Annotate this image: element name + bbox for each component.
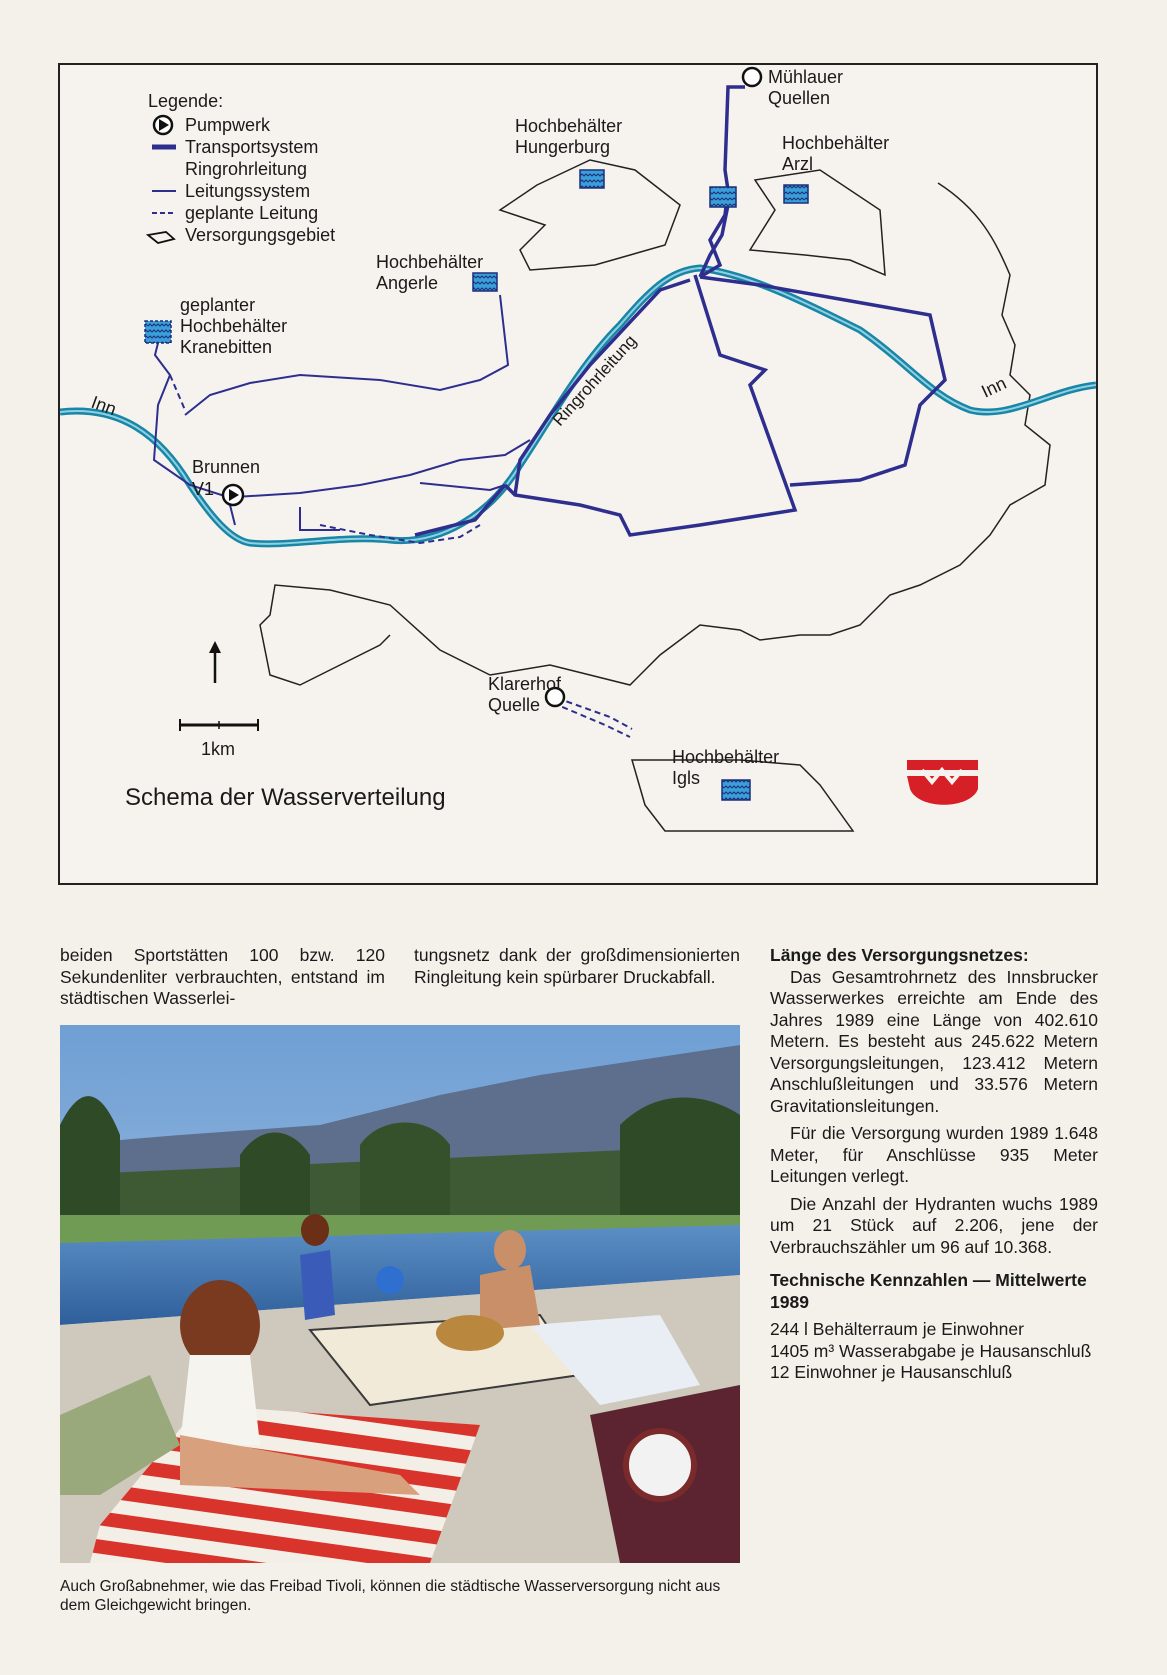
label-kranebitten-2: Hochbehälter — [180, 316, 288, 336]
label-inn-right: Inn — [978, 372, 1010, 402]
map-title: Schema der Wasserverteilung — [125, 784, 446, 811]
text-column-2 — [414, 945, 740, 988]
legend-area-icon — [148, 232, 174, 243]
label-quelle: Quelle — [488, 695, 541, 715]
label-arzl-2: Arzl — [782, 154, 813, 174]
label-ringrohrleitung: Ringrohrleitung — [548, 331, 641, 430]
legend-ringrohrleitung: Ringrohrleitung — [185, 159, 308, 179]
label-hungerburg-2: Hungerburg — [515, 137, 611, 157]
pump-brunnen-icon — [223, 485, 243, 505]
legend-title: Legende: — [148, 91, 224, 111]
label-arzl-1: Hochbehälter — [782, 133, 890, 153]
label-quellen: Quellen — [768, 88, 831, 108]
water-distribution-map — [58, 63, 1098, 885]
spring-muehlau-icon — [743, 68, 761, 86]
label-angerle-1: Hochbehälter — [376, 252, 484, 272]
kennzahl-behaelterraum: 244 l Behälterraum je Einwohner — [770, 1319, 1024, 1339]
reservoir-hungerburg-icon — [580, 170, 604, 188]
body-text-col2: tungsnetz dank der großdimensionierten Ringleitung kein spürbarer Druckabfall. — [414, 945, 740, 987]
label-angerle-2: Angerle — [376, 273, 439, 293]
pipe-network — [415, 87, 945, 535]
map-legend — [148, 91, 335, 245]
label-v1: V1 — [192, 479, 215, 499]
paragraph-gesamtrohrnetz: Das Gesamtrohrnetz des Innsbrucker Wasserwerkes erreichte am Ende des Jahres 1989 eine Länge von 402.610 Metern. Es besteht aus 245.622 Metern Versorgungsleitungen, 123.412 Metern Anschlußleitungen und 33.576 Metern Gravitationsleitungen. — [770, 966, 1098, 1116]
reservoir-muehlau-icon — [710, 187, 736, 207]
text-column-3 — [770, 945, 1098, 1384]
kennzahl-wasserabgabe: 1405 m³ Wasserabgabe je Hausanschluß — [770, 1340, 1092, 1361]
scale-label: 1km — [201, 739, 236, 759]
heading-versorgungsnetz: Länge des Versorgungsnetzes: — [770, 945, 1029, 965]
label-kranebitten-1: geplanter — [180, 295, 256, 315]
legend-transportsystem: Transportsystem — [185, 137, 319, 157]
north-arrow-icon — [209, 641, 221, 683]
photo-caption: Auch Großabnehmer, wie das Freibad Tivoli, können die städtische Wasserversorgung nicht aus dem Gleichgewicht bringen. — [60, 1578, 721, 1614]
reservoir-igls-icon — [722, 780, 750, 800]
label-muehlauer: Mühlauer — [768, 67, 844, 87]
label-kranebitten-3: Kranebitten — [180, 337, 273, 357]
heading-kennzahlen: Technische Kennzahlen — Mittelwerte 1989 — [770, 1270, 1087, 1312]
reservoir-kranebitten-icon — [145, 321, 171, 343]
body-text-col1: beiden Sportstätten 100 bzw. 120 Sekundenliter verbrauchten, entstand im städtischen Wasserlei- — [60, 945, 385, 1008]
scale-bar — [180, 719, 258, 731]
label-klarerhof: Klarerhof — [488, 674, 562, 694]
kennzahl-einwohner: 12 Einwohner je Hausanschluß — [770, 1362, 1013, 1382]
legend-pumpwerk: Pumpwerk — [185, 115, 271, 135]
label-igls-2: Igls — [672, 768, 701, 788]
legend-leitungssystem: Leitungssystem — [185, 181, 311, 201]
label-hungerburg-1: Hochbehälter — [515, 116, 623, 136]
legend-versorgungsgebiet: Versorgungsgebiet — [185, 225, 336, 245]
paragraph-hydranten: Die Anzahl der Hydranten wuchs 1989 um 21 Stück auf 2.206, jene der Verbrauchszähler um 96 auf 10.368. — [770, 1193, 1098, 1257]
legend-geplante-leitung: geplante Leitung — [185, 203, 319, 223]
label-brunnen: Brunnen — [192, 457, 261, 477]
label-inn-left: Inn — [88, 391, 119, 420]
photo-freibad-tivoli — [60, 1025, 740, 1563]
label-igls-1: Hochbehälter — [672, 747, 780, 767]
city-emblem-logo — [907, 760, 978, 805]
reservoir-arzl-icon — [784, 185, 808, 203]
text-column-1 — [60, 945, 385, 1010]
reservoir-angerle-icon — [473, 273, 497, 291]
paragraph-versorgung: Für die Versorgung wurden 1989 1.648 Meter, für Anschlüsse 935 Meter Leitungen verlegt. — [770, 1123, 1098, 1186]
